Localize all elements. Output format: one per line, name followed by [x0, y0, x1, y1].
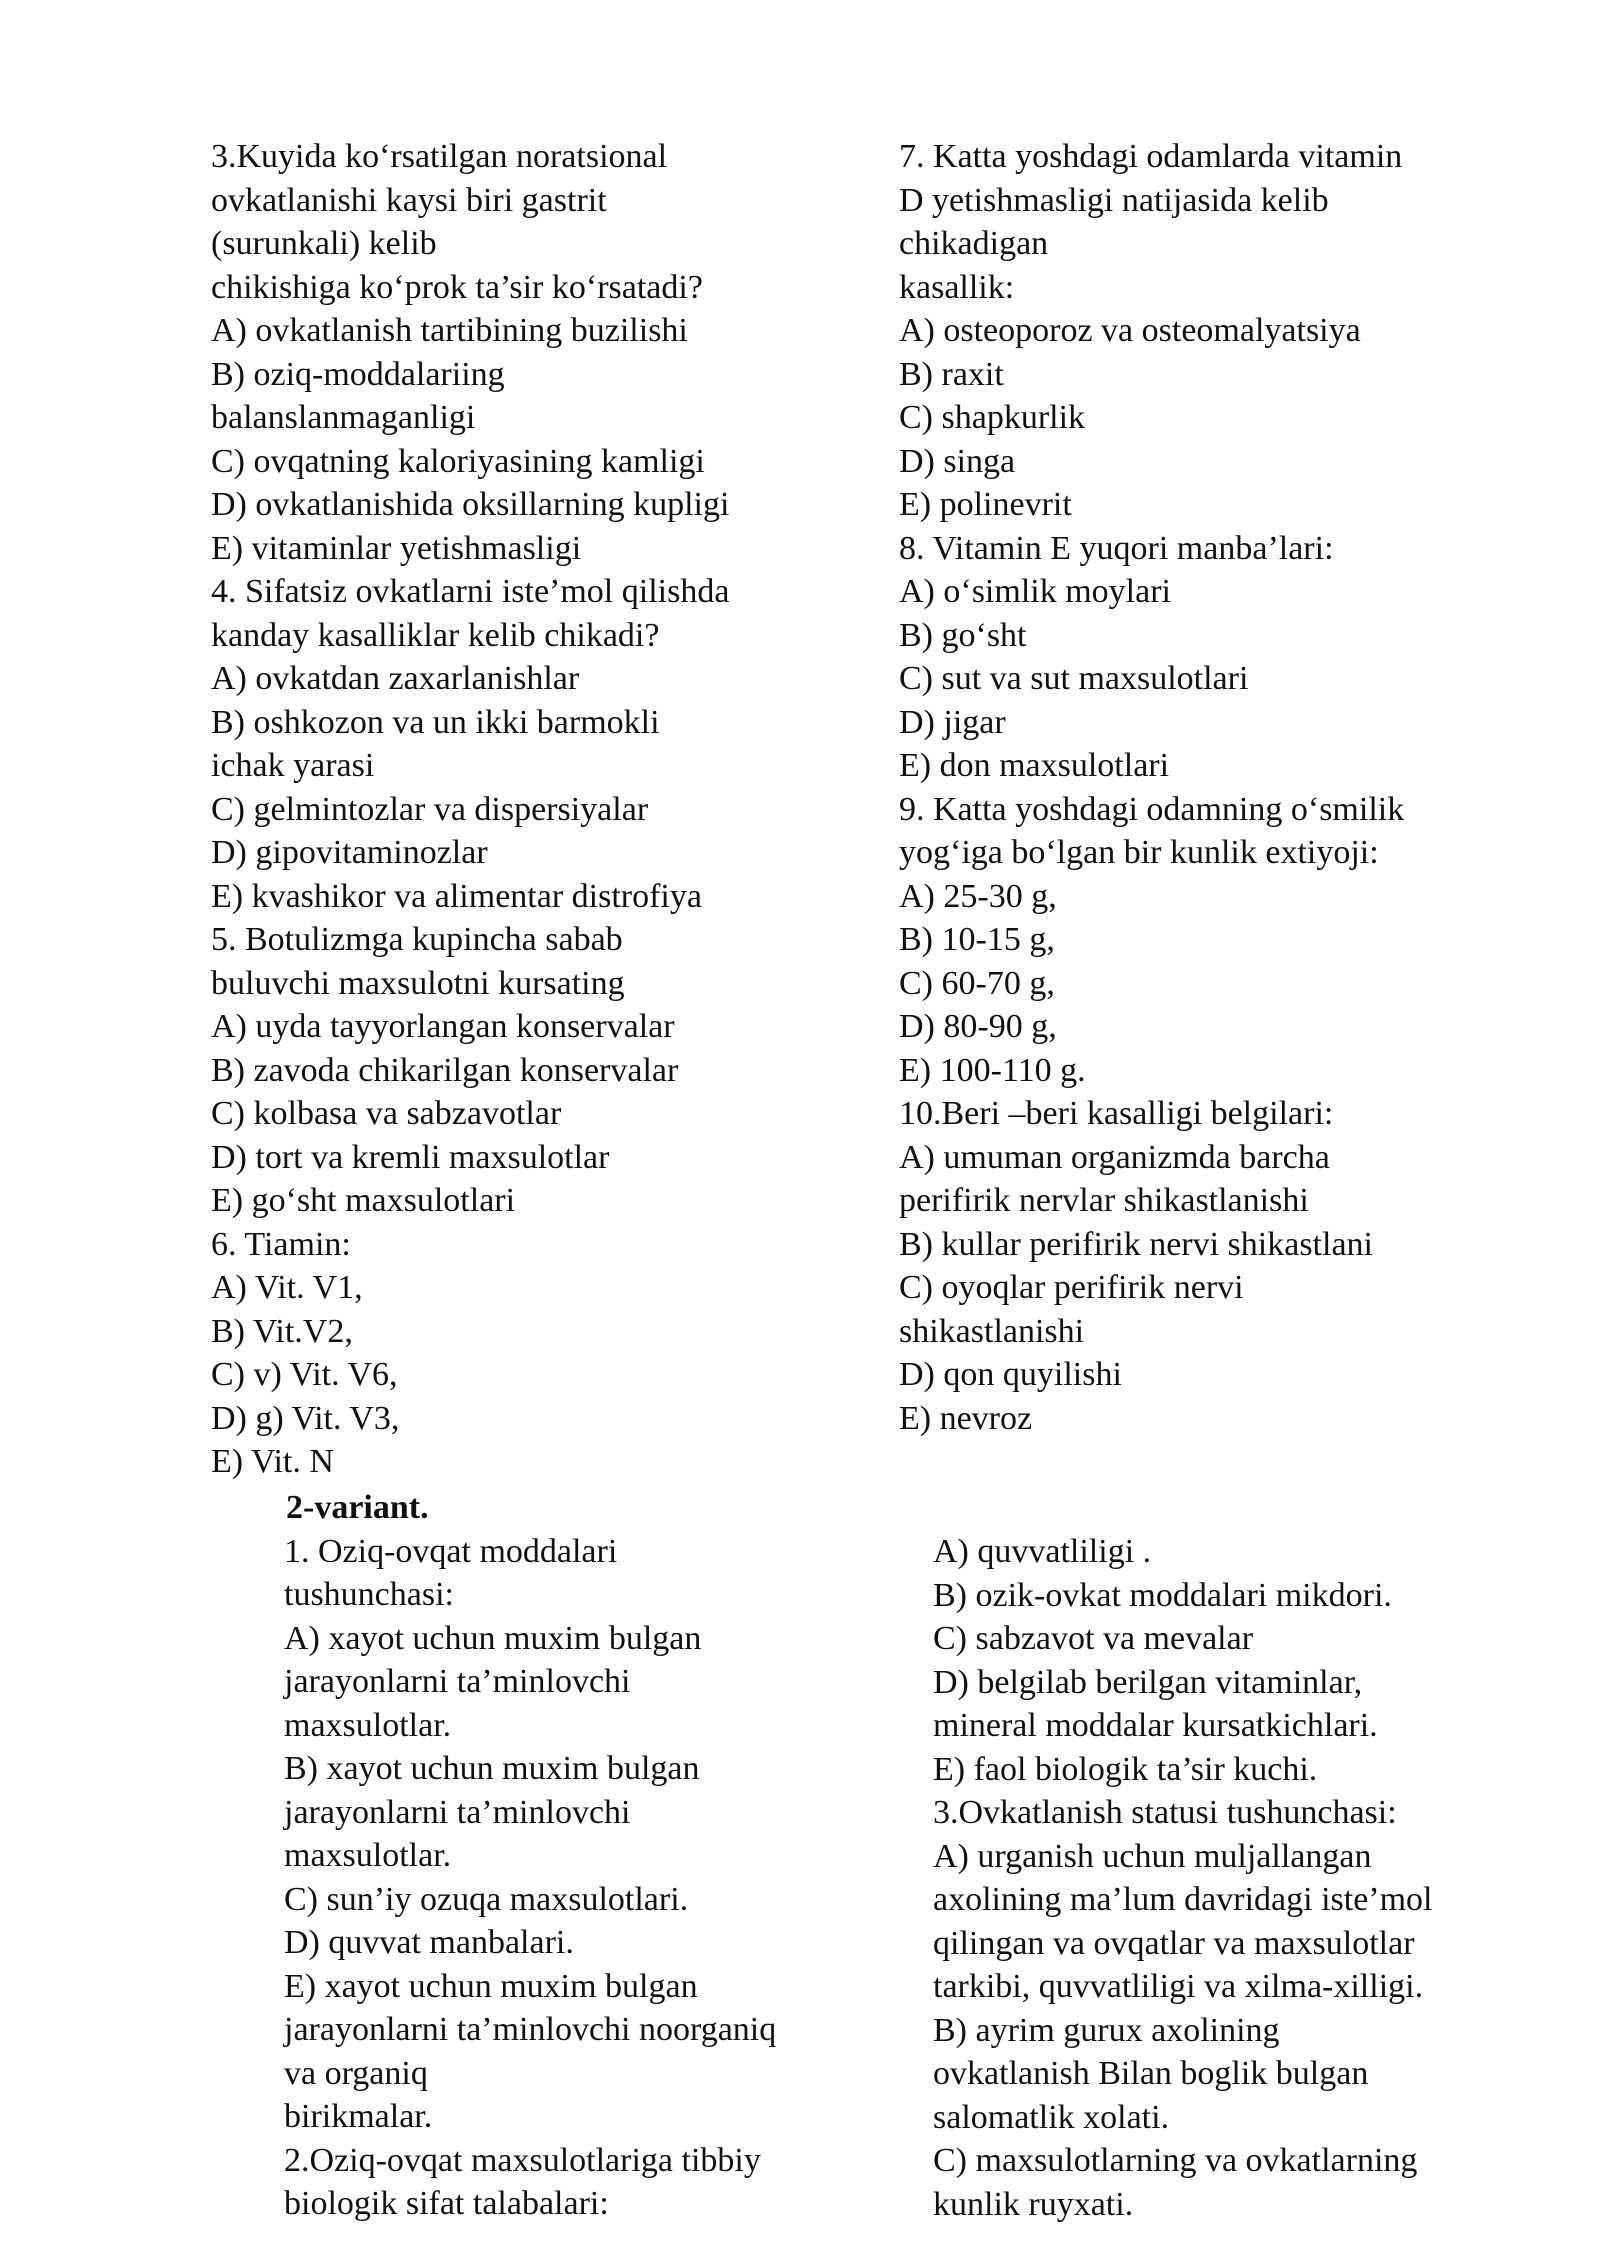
text-line: B) 10-15 g,	[899, 921, 1055, 958]
text-line: kasallik:	[899, 268, 1015, 306]
text-line: C) kolbasa va sabzavotlar	[211, 1095, 562, 1132]
text-line: B) ozik-ovkat moddalari mikdori.	[933, 1576, 1392, 1614]
text-line: 9. Katta yoshdagi odamning o‘smilik	[899, 790, 1405, 828]
top-left-column	[211, 135, 729, 1484]
text-line: D) qon quyilishi	[899, 1356, 1122, 1393]
text-line: A) 25-30 g,	[899, 877, 1057, 915]
text-line: kunlik ruyxati.	[933, 2185, 1134, 2223]
text-line: 5. Botulizmga kupincha sabab	[211, 921, 623, 958]
text-line: A) ovkatlanish tartibining buzilishi	[211, 312, 688, 349]
text-line: D) belgilab berilgan vitaminlar,	[933, 1663, 1363, 1701]
text-line: C) shapkurlik	[899, 399, 1086, 436]
text-line: C) sabzavot va mevalar	[933, 1620, 1254, 1657]
text-line: E) kvashikor va alimentar distrofiya	[211, 877, 702, 915]
top-right-column	[899, 135, 1404, 1440]
text-line: B) ayrim gurux axolining	[933, 2011, 1280, 2049]
text-line: 3.Kuyida ko‘rsatilgan noratsional	[211, 138, 668, 175]
text-line: B) Vit.V2,	[211, 1312, 353, 1350]
text-line: B) oshkozon va un ikki barmokli	[211, 703, 660, 741]
text-line: B) kullar perifirik nervi shikastlani	[899, 1225, 1373, 1263]
text-line: E) polinevrit	[899, 486, 1072, 523]
variant-heading: 2-variant.	[286, 1489, 429, 1526]
text-line: E) Vit. N	[211, 1443, 334, 1480]
bottom-left-column	[284, 1486, 776, 2226]
text-line: tushunchasi:	[284, 1576, 454, 1613]
text-line: qilingan va ovqatlar va maxsulotlar	[933, 1924, 1415, 1962]
text-line: D) quvvat manbalari.	[284, 1924, 574, 1961]
text-line: maxsulotlar.	[284, 1706, 452, 1744]
text-line: balanslanmaganligi	[211, 399, 476, 436]
text-line: E) go‘sht maxsulotlari	[211, 1182, 516, 1219]
text-line: chikadigan	[899, 225, 1049, 262]
text-line: chikishiga ko‘prok ta’sir ko‘rsatadi?	[211, 268, 703, 306]
text-line: va organiq	[284, 2054, 428, 2092]
text-line: D) g) Vit. V3,	[211, 1399, 400, 1437]
text-line: C) sun’iy ozuqa maxsulotlari.	[284, 1880, 689, 1918]
text-line: A) osteoporoz va osteomalyatsiya	[899, 312, 1361, 349]
text-line: ichak yarasi	[211, 747, 375, 784]
text-line: maxsulotlar.	[284, 1837, 452, 1874]
bottom-right-column	[933, 1530, 1433, 2226]
text-line: tarkibi, quvvatliligi va xilma-xilligi.	[933, 1968, 1424, 2005]
text-line: 1. Oziq-ovqat moddalari	[284, 1532, 618, 1570]
text-line: perifirik nervlar shikastlanishi	[899, 1182, 1309, 1219]
text-line: 7. Katta yoshdagi odamlarda vitamin	[899, 138, 1403, 175]
text-line: ovkatlanishi kaysi biri gastrit	[211, 181, 607, 219]
text-line: buluvchi maxsulotni kursating	[211, 964, 625, 1002]
text-line: A) Vit. V1,	[211, 1269, 363, 1306]
text-line: jarayonlarni ta’minlovchi noorganiq	[284, 2011, 777, 2048]
text-line: jarayonlarni ta’minlovchi	[284, 1663, 631, 1700]
text-line: A) uyda tayyorlangan konservalar	[211, 1008, 675, 1045]
text-line: 6. Tiamin:	[211, 1225, 351, 1263]
text-line: C) gelmintozlar va dispersiyalar	[211, 790, 649, 828]
text-line: A) umuman organizmda barcha	[899, 1138, 1330, 1176]
text-line: B) raxit	[899, 355, 1004, 393]
text-line: biologik sifat talabalari:	[284, 2185, 609, 2222]
text-line: B) go‘sht	[899, 616, 1027, 654]
text-line: C) ovqatning kaloriyasining kamligi	[211, 442, 705, 480]
text-line: ovkatlanish Bilan boglik bulgan	[933, 2055, 1369, 2092]
text-line: D) ovkatlanishida oksillarning kupligi	[211, 486, 730, 523]
text-line: D) singa	[899, 442, 1016, 480]
text-line: A) quvvatliligi .	[933, 1533, 1152, 1570]
text-line: kanday kasalliklar kelib chikadi?	[211, 616, 660, 654]
text-line: A) ovkatdan zaxarlanishlar	[211, 660, 580, 697]
text-line: 2.Oziq-ovqat maxsulotlariga tibbiy	[284, 2141, 761, 2179]
text-line: C) sut va sut maxsulotlari	[899, 660, 1249, 697]
text-line: 10.Beri –beri kasalligi belgilari:	[899, 1095, 1334, 1132]
text-line: C) 60-70 g,	[899, 964, 1055, 1002]
text-line: C) oyoqlar perifirik nervi	[899, 1269, 1244, 1306]
text-line: E) xayot uchun muxim bulgan	[284, 1967, 698, 2005]
text-line: yog‘iga bo‘lgan bir kunlik extiyoji:	[899, 834, 1379, 871]
text-line: D) gipovitaminozlar	[211, 834, 488, 871]
text-line: mineral moddalar kursatkichlari.	[933, 1707, 1378, 1744]
text-line: (surunkali) kelib	[211, 225, 437, 262]
text-line: shikastlanishi	[899, 1312, 1085, 1350]
text-line: birikmalar.	[284, 2098, 433, 2135]
text-line: 8. Vitamin E yuqori manba’lari:	[899, 529, 1334, 567]
text-line: D yetishmasligi natijasida kelib	[899, 181, 1329, 219]
text-line: E) nevroz	[899, 1399, 1033, 1437]
text-line: B) oziq-moddalariing	[211, 355, 505, 393]
text-line: E) vitaminlar yetishmasligi	[211, 529, 582, 567]
text-line: E) don maxsulotlari	[899, 747, 1170, 784]
text-line: E) faol biologik ta’sir kuchi.	[933, 1750, 1318, 1788]
text-line: axolining ma’lum davridagi iste’mol	[933, 1881, 1433, 1918]
text-line: D) 80-90 g,	[899, 1008, 1057, 1045]
text-line: A) xayot uchun muxim bulgan	[284, 1619, 702, 1657]
text-line: 3.Ovkatlanish statusi tushunchasi:	[933, 1794, 1397, 1831]
text-line: C) v) Vit. V6,	[211, 1356, 398, 1393]
text-line: salomatlik xolati.	[933, 2098, 1170, 2136]
text-line: jarayonlarni ta’minlovchi	[284, 1793, 631, 1831]
text-line: C) maxsulotlarning va ovkatlarning	[933, 2142, 1418, 2179]
text-line: B) zavoda chikarilgan konservalar	[211, 1051, 679, 1089]
bottom-left-lines	[284, 1530, 776, 2226]
text-line: D) jigar	[899, 703, 1006, 741]
text-line: D) tort va kremli maxsulotlar	[211, 1138, 610, 1176]
text-line: B) xayot uchun muxim bulgan	[284, 1750, 700, 1787]
text-line: 4. Sifatsiz ovkatlarni iste’mol qilishda	[211, 573, 730, 610]
text-line: E) 100-110 g.	[899, 1051, 1086, 1089]
text-line: A) urganish uchun muljallangan	[933, 1837, 1372, 1875]
text-line: A) o‘simlik moylari	[899, 573, 1171, 610]
